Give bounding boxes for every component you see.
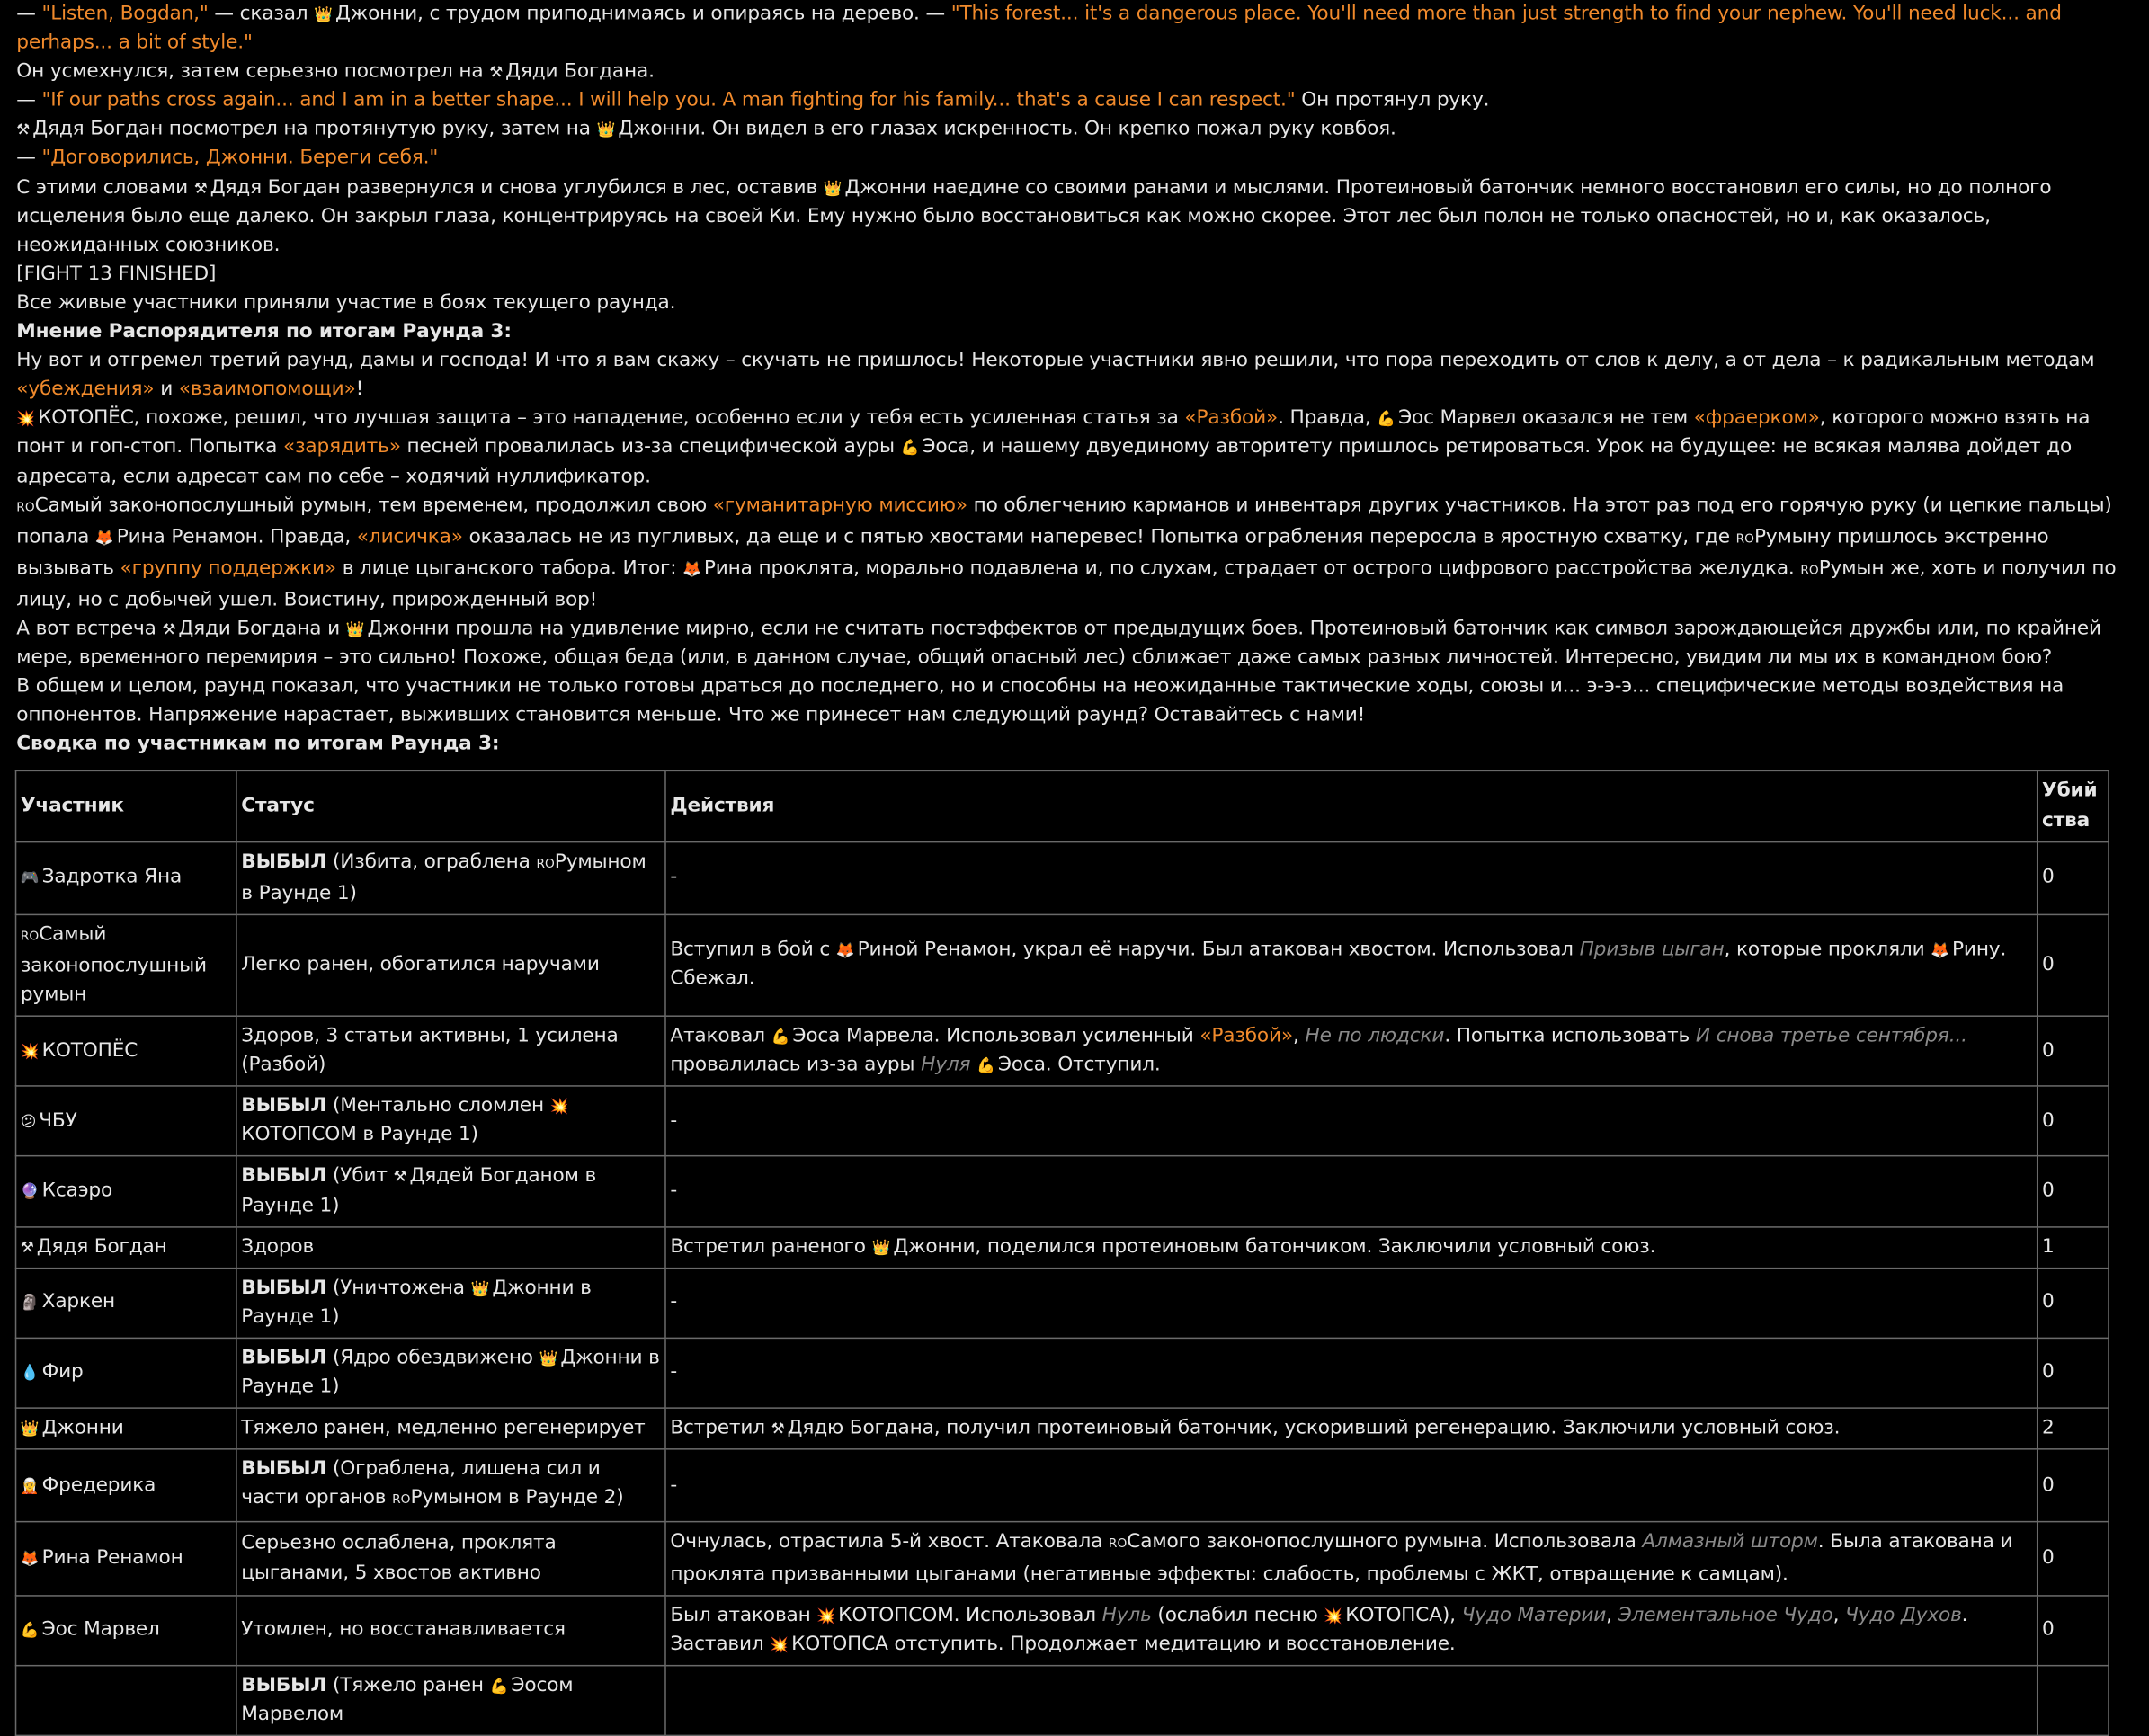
text-span: (Избита, ограблена — [326, 850, 537, 873]
text-span: Румыном в Раунде 1) — [241, 850, 646, 904]
text-span: - — [670, 1361, 678, 1384]
participant-cell — [16, 914, 236, 1016]
table-row — [16, 914, 2109, 1016]
text-span: Ну вот и отгремел третий раунд, дамы и господа! И что я вам скажу – скучать не пришлось! Некоторые участники явно решили, что пора переходить от слов к делу, а от дела – к радикальным методам — [16, 349, 2095, 372]
actions-cell — [665, 1226, 2038, 1268]
bold-text: Сводка по участникам по итогам Раунда 3: — [16, 733, 500, 756]
status-cell — [236, 1016, 665, 1086]
quote-text: "Listen, Bogdan," — [41, 3, 209, 25]
text-span: Румыну пришлось экстренно вызывать — [16, 525, 2049, 580]
text-span: Фир — [41, 1361, 84, 1384]
emoji-icon: 💪 — [20, 1621, 40, 1640]
table-row — [16, 1522, 2109, 1595]
emoji-icon: 🦊 — [20, 1549, 40, 1568]
ability-name: Чудо Духов — [1845, 1604, 1962, 1626]
table-header-row — [16, 771, 2109, 841]
table-row — [16, 1338, 2109, 1408]
text-span: , которого можно взять на понт и гоп-стоп. Попытка — [16, 407, 2091, 458]
quote-text: «взаимопомощи» — [178, 378, 356, 401]
text-span: , — [1293, 1025, 1306, 1047]
bold-text: ВЫБЫЛ — [241, 1347, 327, 1369]
emoji-icon: 💪 — [976, 1056, 995, 1075]
text-span: , — [1832, 1604, 1846, 1626]
text-span: . Была атакована и проклята призванными цыганами (негативные эффекты: слабость, проблемы с ЖКТ, отвращение к самцам). — [670, 1531, 2013, 1585]
text-span: Дядя Богдан посмотрел на протянутую руку, затем на — [32, 118, 597, 141]
kills-cell: 0 — [2038, 914, 2109, 1016]
text-span: ЧБУ — [39, 1109, 77, 1132]
text-span: . Правда, — [1278, 407, 1378, 430]
text-span: КОТОПЁС, похоже, решил, что лучшая защита – это нападение, особенно если у тебя есть усиленная статья за — [38, 407, 1185, 430]
bold-text: Мнение Распорядителя по итогам Раунда 3: — [16, 320, 512, 343]
story-line — [16, 405, 2135, 491]
text-span: (Ядро обездвижено — [326, 1347, 539, 1369]
story-line — [16, 58, 2135, 86]
text-span: Джонни в Раунде 1) — [241, 1277, 592, 1328]
emoji-icon: 🦊 — [835, 941, 855, 960]
text-span: Самого законопослушного румына. Использовала — [1127, 1531, 1643, 1553]
text-span: Эос Марвел оказался не тем — [1398, 407, 1694, 430]
participant-cell — [16, 841, 236, 914]
story-line — [16, 492, 2135, 616]
text-span: Риной Ренамон, украл её наручи. Был атакован хвостом. Использовал — [857, 939, 1580, 962]
text-span — [970, 1054, 976, 1075]
emoji-icon: ⚒ — [393, 1168, 407, 1187]
emoji-icon: 👑 — [470, 1279, 490, 1298]
status-cell — [236, 1338, 665, 1408]
text-span: Самый законопослушный румын — [20, 923, 207, 1006]
emoji-icon: 👑 — [20, 1420, 40, 1438]
table-row — [16, 1408, 2109, 1449]
text-span: КОТОПСОМ в Раунде 1) — [241, 1124, 478, 1146]
text-span: Дядей Богданом в Раунде 1) — [241, 1165, 597, 1216]
text-span: Рина Ренамон — [41, 1546, 183, 1570]
text-span: Дяди Богдана и — [178, 618, 346, 640]
text-span: Вступил в бой с — [670, 939, 836, 962]
text-span: Встретил раненого — [670, 1235, 872, 1258]
text-span: КОТОПСА), — [1345, 1604, 1462, 1626]
text-span: Эоса. Отступил. — [997, 1054, 1161, 1076]
participant-cell — [16, 1156, 236, 1226]
actions-cell — [665, 1522, 2038, 1595]
status-cell — [236, 1156, 665, 1226]
emoji-icon: 💪 — [1377, 410, 1396, 429]
kills-cell: 0 — [2038, 1086, 2109, 1156]
text-span: Джонни. Он видел в его глазах искренность. Он крепко пожал руку ковбоя. — [618, 118, 1396, 141]
ability-name: Элементальное Чудо — [1618, 1604, 1833, 1626]
romania-flag-icon: RO — [1800, 564, 1819, 578]
table-row — [16, 841, 2109, 914]
actions-cell — [665, 1449, 2038, 1522]
actions-cell — [665, 1156, 2038, 1226]
romania-flag-icon: RO — [392, 1493, 411, 1509]
text-span: , — [1606, 1604, 1618, 1626]
emoji-icon: ⚒ — [162, 620, 176, 639]
text-span: провалилась из-за ауры — [670, 1054, 922, 1076]
header-actions: Действия — [665, 771, 2038, 841]
text-span: Самый законопослушный румын, тем временем, продолжил свою — [34, 494, 713, 517]
story-line — [16, 731, 2135, 760]
text-span: (Ментально сломлен — [326, 1095, 550, 1117]
status-cell — [236, 1268, 665, 1338]
kills-cell: 0 — [2038, 1268, 2109, 1338]
emoji-icon: 👑 — [345, 620, 365, 639]
text-span: В общем и целом, раунд показал, что участники не только готовы драться до последнего, но и способны на неожиданные тактические ходы, союзы и... э-э-э... специфические методы воздействия на оппонентов. Напряжение нарастает, выживших становится меньше. Что же принесет нам следующий раунд? Оставайтесь с нами! — [16, 675, 2064, 727]
status-cell — [236, 914, 665, 1016]
bold-text: ВЫБЫЛ — [241, 850, 327, 873]
story-line — [16, 174, 2135, 260]
emoji-icon: 💥 — [770, 1635, 789, 1654]
participant-cell — [16, 1268, 236, 1338]
story-line — [16, 116, 2135, 145]
text-span: Атаковал — [670, 1025, 771, 1047]
participant-cell — [16, 1665, 236, 1735]
text-span: - — [670, 1109, 678, 1132]
text-span: Эосом Марвелом — [241, 1674, 574, 1725]
quote-text: «зарядить» — [283, 436, 401, 458]
emoji-icon: 💥 — [1324, 1607, 1343, 1625]
participant-cell — [16, 1338, 236, 1408]
text-span: Легко ранен, обогатился наручами — [241, 953, 600, 976]
story-line — [16, 145, 2135, 174]
emoji-icon: 😕 — [20, 1112, 37, 1131]
text-span: С этими словами — [16, 175, 194, 199]
text-span: (Убит — [326, 1165, 394, 1188]
text-span: , которые прокляли — [1724, 939, 1931, 962]
text-span: Джонни, поделился протеиновым батончиком. Заключили условный союз. — [893, 1235, 1656, 1258]
actions-cell — [665, 1408, 2038, 1449]
table-row — [16, 1086, 2109, 1156]
text-span: Дядя Богдан развернулся и снова углубился в лес, оставив — [210, 175, 824, 199]
story-line — [16, 318, 2135, 347]
emoji-icon: ⚒ — [489, 63, 504, 82]
ability-name: Не по людски — [1305, 1025, 1445, 1047]
kills-cell — [2038, 1665, 2109, 1735]
actions-cell — [665, 1665, 2038, 1735]
table-row — [16, 1449, 2109, 1522]
quote-text: «гуманитарную миссию» — [712, 494, 967, 517]
header-kills: Убийства — [2038, 771, 2109, 841]
emoji-icon: 💥 — [816, 1607, 836, 1625]
text-span: - — [670, 866, 678, 888]
text-span: Джонни в Раунде 1) — [241, 1347, 660, 1398]
emoji-icon: ⚒ — [771, 1420, 785, 1438]
text-span: . Заставил — [670, 1604, 1968, 1655]
text-span: Эос Марвел — [41, 1618, 160, 1641]
text-span: Дядя Богдан — [36, 1235, 167, 1258]
emoji-icon: ⚒ — [193, 179, 208, 197]
status-cell — [236, 1595, 665, 1665]
kills-cell: 1 — [2038, 1226, 2109, 1268]
kills-cell: 0 — [2038, 1338, 2109, 1408]
text-span: (Ограблена, лишена сил и части органов — [241, 1458, 601, 1509]
text-span: Джонни прошла на удивление мирно, если не считать постэффектов от предыдущих боев. Протеиновый батончик как символ зарождающейся дружбы или, по крайней мере, временного перемирия – это сильно! Похоже, общая беда (или, в данном случае, общий опасный лес) сближает даже самых разных личностей. Интересно, увидим ли мы их в командном бою? — [16, 618, 2101, 669]
actions-cell — [665, 1268, 2038, 1338]
emoji-icon: 👑 — [314, 5, 333, 23]
text-span: Он протянул руку. — [1295, 89, 1490, 111]
emoji-icon: 🦊 — [1931, 941, 1949, 960]
text-span: Джонни — [41, 1417, 124, 1439]
bold-text: ВЫБЫЛ — [241, 1277, 327, 1299]
emoji-icon: 👑 — [596, 120, 616, 139]
text-span: в лице цыганского табора. Итог: — [336, 557, 683, 580]
text-span: Он усмехнулся, затем серьезно посмотрел на — [16, 60, 490, 83]
emoji-icon: 💥 — [16, 410, 36, 429]
text-span: КОТОПСОМ. Использовал — [838, 1604, 1102, 1626]
participant-cell — [16, 1408, 236, 1449]
text-span: Рина Ренамон. Правда, — [116, 525, 357, 548]
text-span: песней провалилась из-за специфической ауры — [400, 436, 901, 458]
text-span: Джонни наедине со своими ранами и мыслями. Протеиновый батончик немного восстановил его силы, но до полного исцеления было еще далеко. Он закрыл глаза, концентрируясь на своей Ки. Ему нужно было восстановиться как можно скорее. Этот лес был полон не только опасностей, но и, как оказалось, неожиданных союзников. — [16, 175, 2052, 256]
emoji-icon: 👑 — [539, 1349, 558, 1368]
text-span: . Попытка использовать — [1444, 1025, 1696, 1047]
kills-cell: 2 — [2038, 1408, 2109, 1449]
bold-text: ВЫБЫЛ — [241, 1674, 327, 1696]
actions-cell — [665, 914, 2038, 1016]
status-cell — [236, 1226, 665, 1268]
emoji-icon: 💪 — [489, 1677, 509, 1696]
ability-name: И снова третье сентября... — [1695, 1025, 1967, 1047]
ability-name: Призыв цыган — [1579, 939, 1725, 962]
participant-cell — [16, 1226, 236, 1268]
table-row — [16, 1268, 2109, 1338]
text-span: Утомлен, но восстанавливается — [241, 1618, 566, 1641]
text-span: (ослабил песню — [1151, 1604, 1324, 1626]
quote-text: "Договорились, Джонни. Береги себя." — [41, 147, 439, 170]
status-cell — [236, 841, 665, 914]
text-span: оказалась не из пугливых, да еще и с пятью хвостами наперевес! Попытка ограбления переросла в яростную схватку, где — [462, 525, 1736, 548]
quote-text: «лисичка» — [356, 525, 463, 548]
quote-text: «группу поддержки» — [120, 557, 337, 580]
text-span: КОТОПСА отступить. Продолжает медитацию и восстановление. — [791, 1633, 1456, 1655]
text-span: (Уничтожена — [326, 1277, 471, 1299]
text-span: - — [670, 1180, 678, 1202]
text-span: Дядю Богдана, получил протеиновый батончик, ускоривший регенерацию. Заключили условный союз. — [787, 1417, 1841, 1439]
story-line — [16, 260, 2135, 289]
ability-name: Нуль — [1101, 1604, 1152, 1626]
romania-flag-icon: RO — [20, 930, 40, 944]
story-line — [16, 347, 2135, 405]
text-span: Джонни, с трудом приподнимаясь и опираясь на дерево. — — [335, 3, 951, 25]
text-span: Тяжело ранен, медленно регенерирует — [241, 1417, 646, 1439]
table-row — [16, 1016, 2109, 1086]
status-cell — [236, 1665, 665, 1735]
text-span: по облегчению карманов и инвентаря других участников. На этот раз под его горячую руку (и цепкие пальцы) попала — [16, 494, 2112, 548]
text-span: Рина проклята, морально подавлена и, по слухам, страдает от острого цифрового расстройства желудка. — [703, 557, 1801, 580]
text-span: - — [670, 1291, 678, 1313]
kills-cell: 0 — [2038, 841, 2109, 914]
emoji-icon: 💥 — [20, 1042, 40, 1061]
emoji-icon: 🔮 — [20, 1182, 40, 1201]
text-span: — — [16, 147, 42, 170]
text-span: Задротка Яна — [41, 866, 183, 888]
text-span: Румын же, хоть и получил по лицу, но с добычей ушел. Воистину, прирожденный вор! — [16, 557, 2117, 611]
participant-cell — [16, 1016, 236, 1086]
quote-text: «фраерком» — [1693, 407, 1820, 430]
participants-summary-table — [15, 770, 2109, 1736]
kills-cell: 0 — [2038, 1595, 2109, 1665]
text-span: Дяди Богдана. — [505, 60, 655, 83]
emoji-icon: 🧝 — [20, 1476, 40, 1495]
text-span: Румыном в Раунде 2) — [410, 1487, 624, 1509]
text-span: Очнулась, отрастила 5-й хвост. Атаковала — [670, 1531, 1109, 1553]
text-span: Рину. Сбежал. — [670, 939, 2007, 991]
text-span: — сказал — [208, 3, 315, 25]
kills-cell: 0 — [2038, 1156, 2109, 1226]
text-span: Эоса, и нашему двуединому авторитету пришлось ретироваться. Урок на будущее: не всякая малява дойдет до адресата, если адресат сам по себе – ходячий нуллификатор. — [16, 436, 2073, 487]
text-span: и — [154, 378, 179, 401]
ability-name: Алмазный шторм — [1642, 1531, 1818, 1553]
actions-cell — [665, 841, 2038, 914]
text-span: Фредерика — [41, 1473, 156, 1497]
actions-cell — [665, 1016, 2038, 1086]
text-span: — — [16, 3, 42, 25]
participant-cell — [16, 1449, 236, 1522]
emoji-icon: 🦊 — [94, 528, 114, 547]
status-cell — [236, 1449, 665, 1522]
kills-cell: 0 — [2038, 1522, 2109, 1595]
quote-text: "If our paths cross again... and I am in a better shape... I will help you. A man fighting for his family... that's a cause I can respect." — [41, 89, 1296, 111]
participant-cell — [16, 1595, 236, 1665]
story-line — [16, 86, 2135, 115]
emoji-icon: ⚒ — [20, 1238, 34, 1257]
text-span: Все живые участники приняли участие в боях текущего раунда. — [16, 291, 676, 314]
bold-text: ВЫБЫЛ — [241, 1095, 327, 1117]
text-span: — — [16, 89, 42, 111]
bold-text: ВЫБЫЛ — [241, 1458, 327, 1481]
kills-cell: 0 — [2038, 1016, 2109, 1086]
story-line — [16, 0, 2135, 58]
emoji-icon: 💥 — [549, 1098, 569, 1117]
romania-flag-icon: RO — [16, 501, 35, 515]
text-span: Здоров — [241, 1235, 315, 1258]
header-participant: Участник — [16, 771, 236, 841]
quote-text: «убеждения» — [16, 378, 155, 401]
text-span: - — [670, 1473, 678, 1497]
quote-text: «Разбой» — [1199, 1025, 1294, 1047]
story-line — [16, 673, 2135, 731]
participant-cell — [16, 1522, 236, 1595]
story-log — [0, 0, 2149, 760]
text-span: Ксаэро — [41, 1180, 113, 1202]
text-span: (Тяжело ранен — [326, 1674, 490, 1696]
actions-cell — [665, 1086, 2038, 1156]
quote-text: "This forest... it's a dangerous place. You'll need more than just strength to find your nephew. You'll need luck... and perhaps... a bit of style." — [16, 3, 2062, 54]
actions-cell — [665, 1595, 2038, 1665]
kills-cell: 0 — [2038, 1449, 2109, 1522]
emoji-icon: ⚒ — [16, 120, 31, 139]
text-span: А вот встреча — [16, 618, 163, 640]
emoji-icon: 💪 — [771, 1028, 790, 1046]
table-row — [16, 1226, 2109, 1268]
text-span: Эоса Марвела. Использовал усиленный — [792, 1025, 1200, 1047]
status-cell — [236, 1408, 665, 1449]
romania-flag-icon: RO — [1735, 532, 1754, 547]
text-span: Харкен — [41, 1291, 116, 1313]
text-span: [FIGHT 13 FINISHED] — [16, 263, 217, 285]
status-cell — [236, 1522, 665, 1595]
emoji-icon: 🗿 — [20, 1294, 40, 1313]
quote-text: «Разбой» — [1184, 407, 1279, 430]
emoji-icon: 🎮 — [20, 868, 40, 887]
text-span: Был атакован — [670, 1604, 817, 1626]
story-line — [16, 289, 2135, 318]
ability-name: Нуля — [921, 1054, 971, 1076]
table-row — [16, 1156, 2109, 1226]
bold-text: ВЫБЫЛ — [241, 1165, 327, 1188]
emoji-icon: 👑 — [871, 1238, 891, 1257]
text-span: КОТОПЁС — [41, 1039, 138, 1062]
romania-flag-icon: RO — [1108, 1537, 1128, 1553]
emoji-icon: 👑 — [823, 179, 843, 197]
text-span: ! — [355, 378, 364, 401]
table-row — [16, 1665, 2109, 1735]
header-status: Статус — [236, 771, 665, 841]
participant-cell — [16, 1086, 236, 1156]
emoji-icon: 💪 — [900, 439, 920, 458]
table-row — [16, 1595, 2109, 1665]
actions-cell — [665, 1338, 2038, 1408]
status-cell — [236, 1086, 665, 1156]
romania-flag-icon: RO — [536, 857, 555, 871]
text-span: Встретил — [670, 1417, 771, 1439]
ability-name: Чудо Материи — [1461, 1604, 1607, 1626]
emoji-icon: 💧 — [20, 1364, 40, 1383]
text-span: Здоров, 3 статьи активны, 1 усилена (Разбой) — [241, 1025, 619, 1076]
emoji-icon: 🦊 — [682, 560, 701, 578]
story-line — [16, 615, 2135, 672]
text-span: Серьезно ослаблена, проклята цыганами, 5 хвостов активно — [241, 1532, 557, 1584]
